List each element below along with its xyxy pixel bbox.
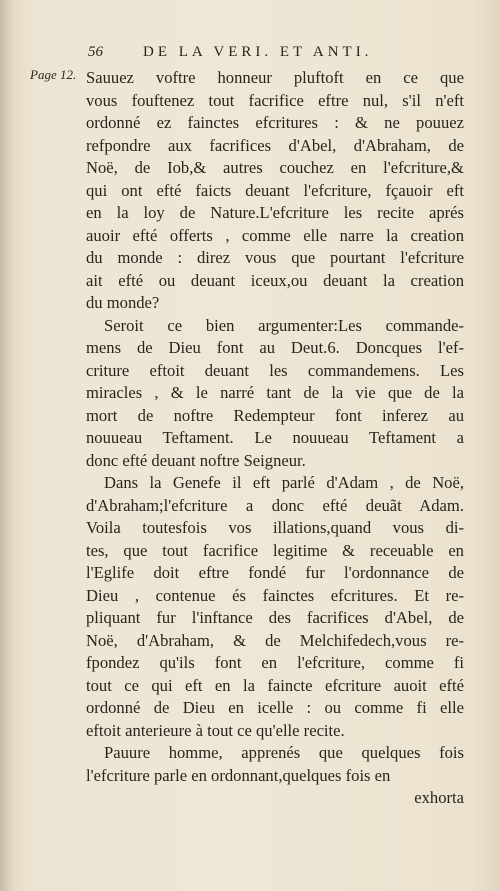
text-line: du monde : direz vous que pourtant l'efcriture (86, 248, 465, 267)
text-line: refpondre aux facrifices d'Abel, d'Abraham, de (86, 135, 464, 155)
text-line: Noë, d'Abraham, & de Melchifedech,vous re- (86, 630, 465, 650)
text-line: ordonné ez fainctes efcritures : & ne pouuez (86, 113, 464, 132)
text-line: l'efcriture parle en ordonnant,quelques fois en (86, 765, 391, 785)
text-line: ordonné de Dieu en icelle : ou comme fi elle (86, 698, 464, 717)
text-line: Pauure homme, apprenés que quelques fois (104, 743, 464, 762)
running-head (88, 44, 460, 66)
text-line: tout ce qui eft en la faincte efcriture auoit efté (86, 675, 465, 695)
body-text (86, 67, 464, 810)
text-line: Noë, de Iob,& autres couchez en l'efcriture,& (86, 158, 464, 177)
text-line: qui ont efté faicts deuant l'efcriture, fçauoir eft (86, 180, 464, 200)
gutter-shadow (0, 0, 14, 891)
text-line: tes, que tout facrifice legitime & receuable en (86, 540, 464, 560)
text-line: fpondez qu'ils font en l'efcriture, comme fi (86, 653, 465, 672)
text-line: Dans la Genefe il eft parlé d'Adam , de Noë, (104, 473, 464, 492)
text-line: miracles , & le narré tant de la vie que de la (86, 383, 464, 402)
text-line: pliquant fur l'inftance des facrifices d'Abel, de (86, 608, 465, 627)
paragraph (86, 315, 464, 473)
text-line: eftoit anterieure à tout ce qu'elle recite. (86, 720, 345, 740)
paragraph (86, 67, 464, 315)
text-line: criture eftoit deuant les commandemens. Les (86, 360, 465, 380)
text-line: l'Eglife doit eftre fondé fur l'ordonnance de (86, 563, 464, 582)
text-line: en la loy de Nature.L'efcriture les recite aprés (86, 203, 464, 222)
text-line: Seroit ce bien argumenter:Les commande- (104, 315, 465, 335)
page-number: 56 (88, 44, 103, 60)
text-line: d'Abraham;l'efcriture a donc efté deuãt Adam. (86, 495, 464, 515)
text-line: vous fouftenez tout facrifice eftre nul, s'il n'eft (86, 90, 465, 110)
running-title: DE LA VERI. ET ANTI. (143, 44, 373, 60)
text-line: mens de Dieu font au Deut.6. Doncques l'ef- (86, 338, 464, 357)
paragraph (86, 472, 464, 742)
text-line: nouueau Teftament. Le nouueau Teftament a (86, 428, 464, 447)
text-line: Voila toutesfois vos illations,quand vous di- (86, 518, 464, 537)
text-line: Sauuez voftre honneur pluftoft en ce que (86, 68, 464, 87)
text-line: donc efté deuant noftre Seigneur. (86, 450, 306, 470)
paragraph (86, 742, 464, 787)
text-line: auoir efté offerts , comme elle narre la creation (86, 225, 464, 245)
margin-note: Page 12. (30, 67, 77, 82)
text-line: Dieu , contenue és fainctes efcritures. Et re- (86, 585, 465, 605)
catchword: exhorta (414, 788, 464, 807)
text-line: mort de noftre Redempteur font inferez au (86, 405, 465, 425)
text-line: ait efté ou deuant iceux,ou deuant la creation (86, 270, 464, 290)
text-line: du monde? (86, 293, 160, 312)
